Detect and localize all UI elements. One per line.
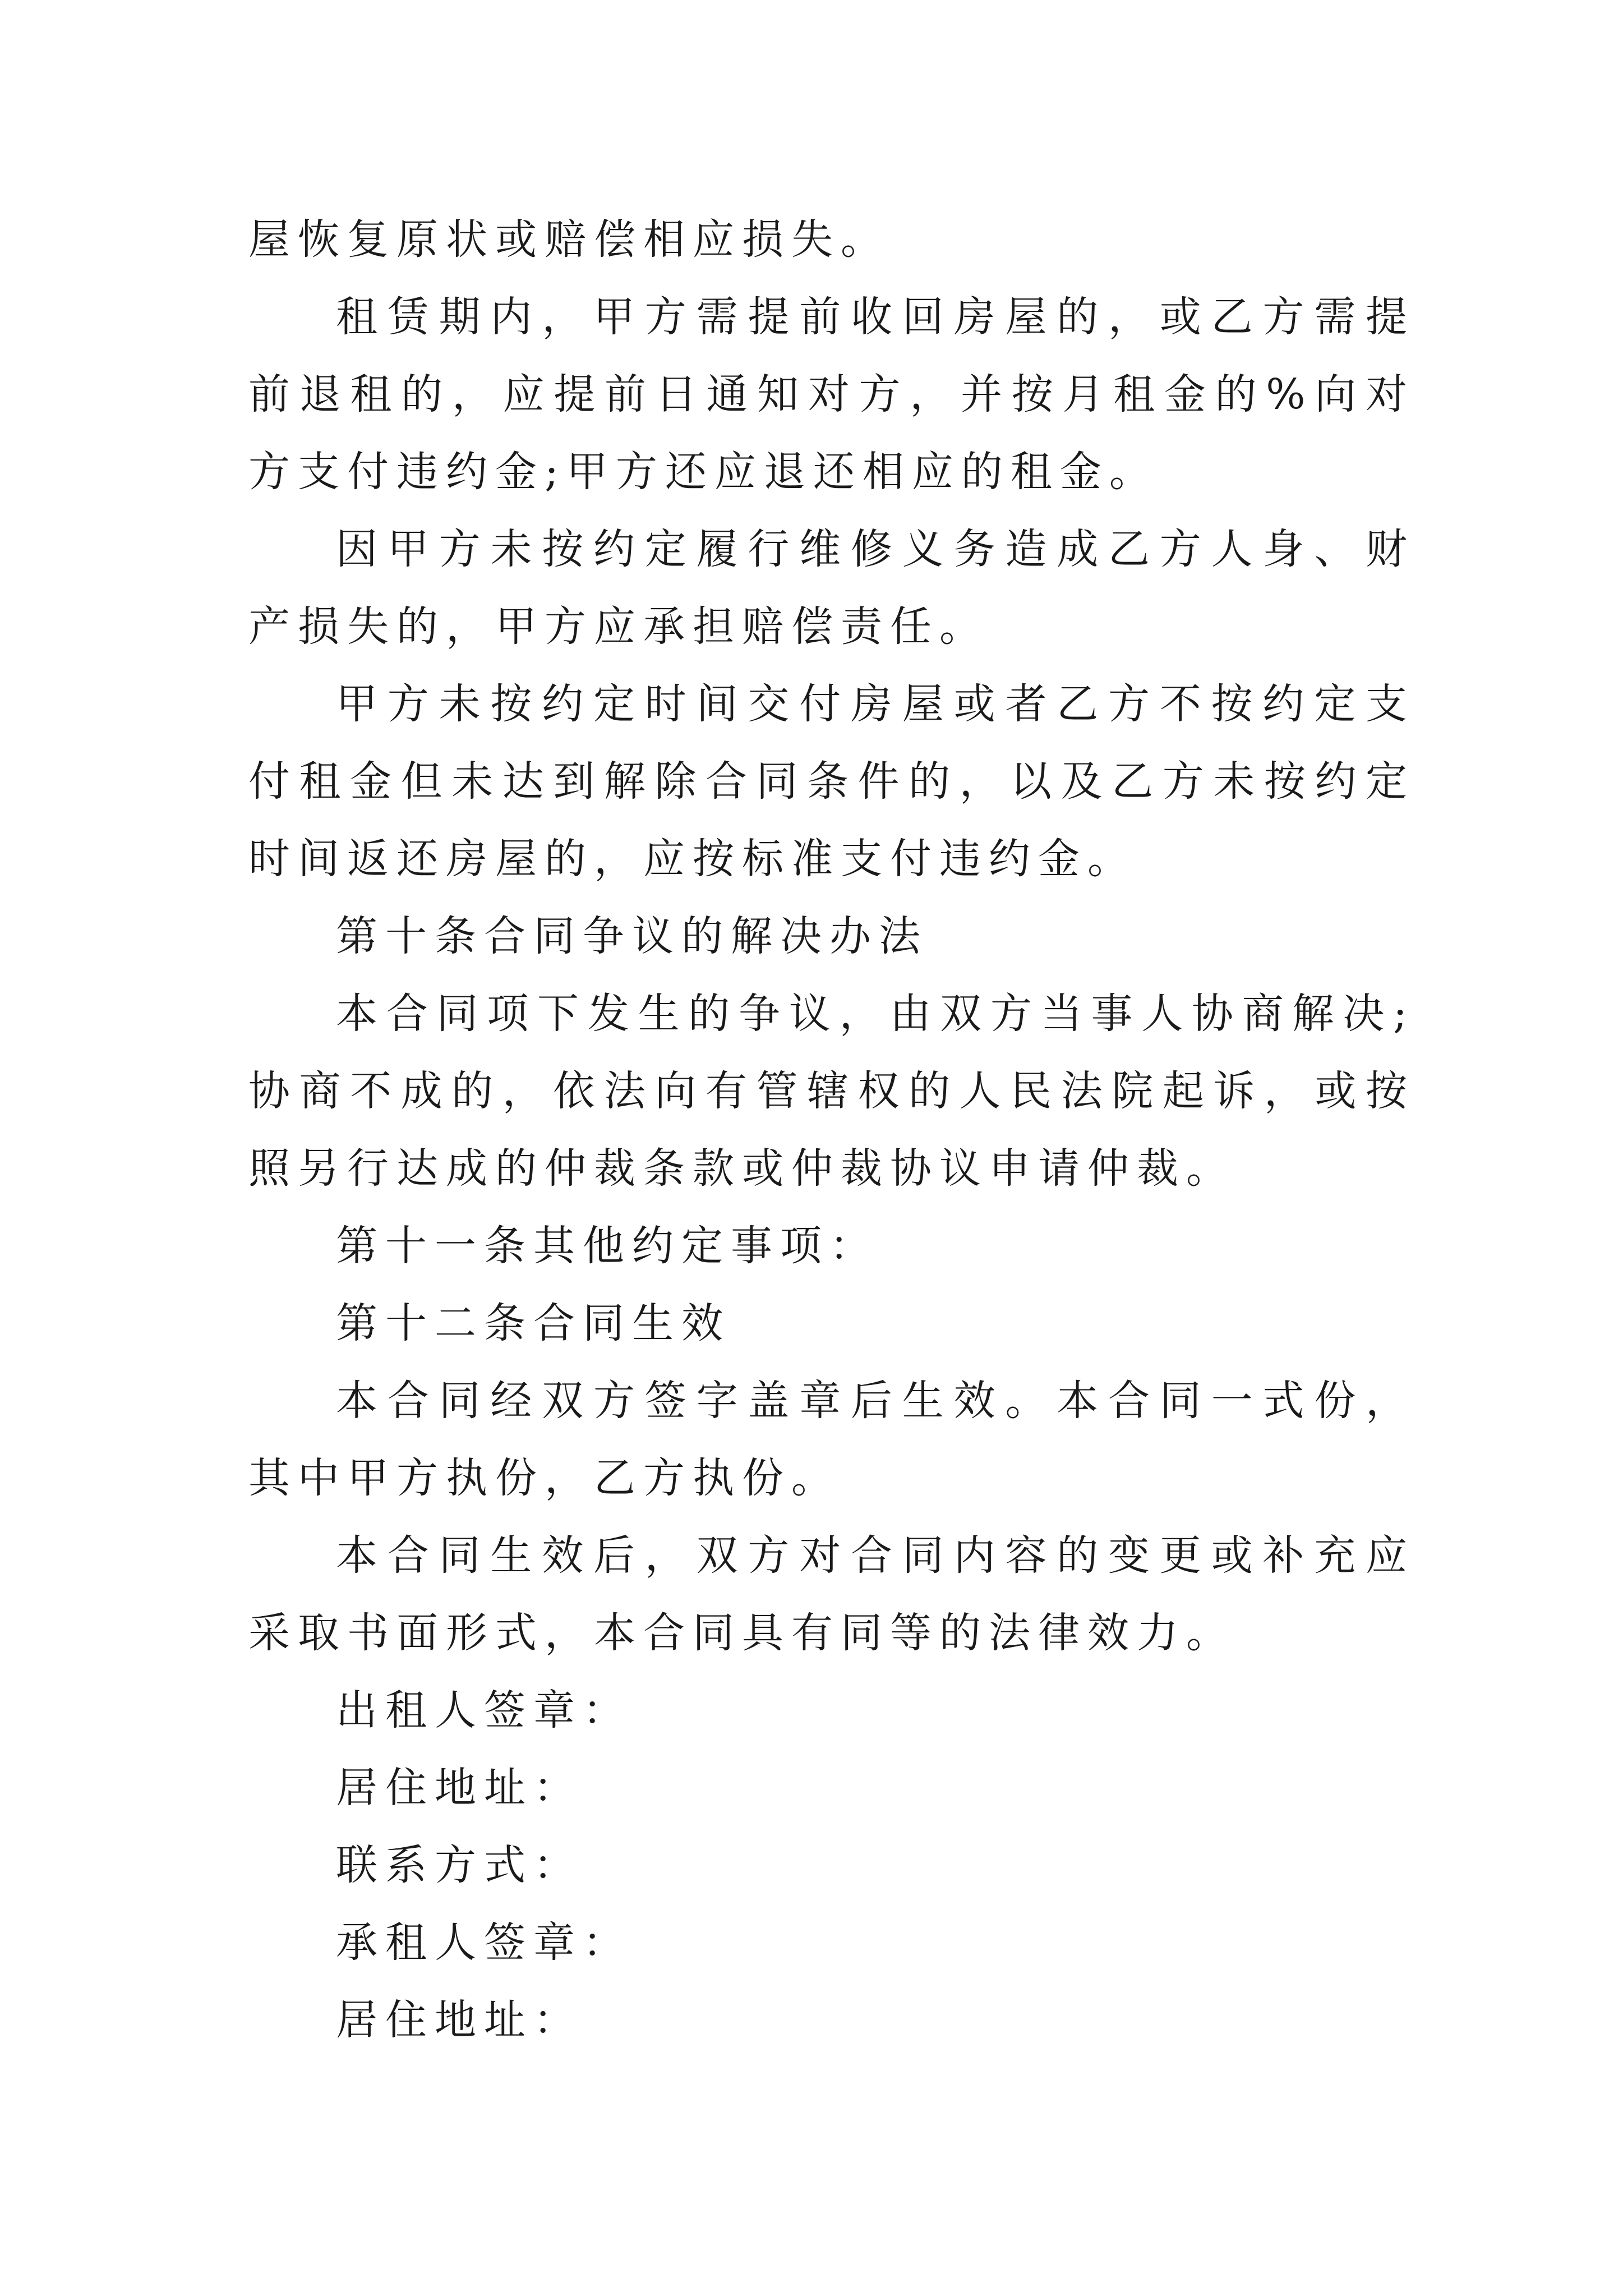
paragraph-dispute-resolution: 本合同项下发生的争议，由双方当事人协商解决;协商不成的，依法向有管辖权的人民法院起诉，或按照另行达成的仲裁条款或仲裁协议申请仲裁。	[248, 990, 1415, 1193]
lessee-address-label: 居住地址：	[336, 1996, 583, 2044]
lessor-contact-label: 联系方式：	[336, 1841, 583, 1889]
paragraph-contract-effect: 本合同经双方签字盖章后生效。本合同一式份，其中甲方执份，乙方执份。	[248, 1377, 1415, 1502]
paragraph-restore-premises: 屋恢复原状或赔偿相应损失。	[248, 215, 890, 264]
paragraph-contract-amendment: 本合同生效后，双方对合同内容的变更或补充应采取书面形式，本合同具有同等的法律效力。	[248, 1531, 1415, 1657]
heading-article-11: 第十一条其他约定事项：	[336, 1222, 879, 1270]
heading-article-12: 第十二条合同生效	[336, 1299, 731, 1347]
paragraph-early-termination: 租赁期内，甲方需提前收回房屋的，或乙方需提前退租的，应提前日通知对方，并按月租金的%向对方支付违约金;甲方还应退还相应的租金。	[248, 293, 1415, 496]
lessor-signature-label: 出租人签章：	[336, 1686, 632, 1734]
lessee-signature-label: 承租人签章：	[336, 1918, 632, 1967]
lessor-address-label: 居住地址：	[336, 1764, 583, 1812]
paragraph-maintenance-liability: 因甲方未按约定履行维修义务造成乙方人身、财产损失的，甲方应承担赔偿责任。	[248, 525, 1415, 651]
document-body	[248, 201, 1415, 2059]
paragraph-late-delivery-penalty: 甲方未按约定时间交付房屋或者乙方不按约定支付租金但未达到解除合同条件的，以及乙方未按约定时间返还房屋的，应按标准支付违约金。	[248, 680, 1415, 883]
heading-article-10: 第十条合同争议的解决办法	[336, 912, 928, 960]
